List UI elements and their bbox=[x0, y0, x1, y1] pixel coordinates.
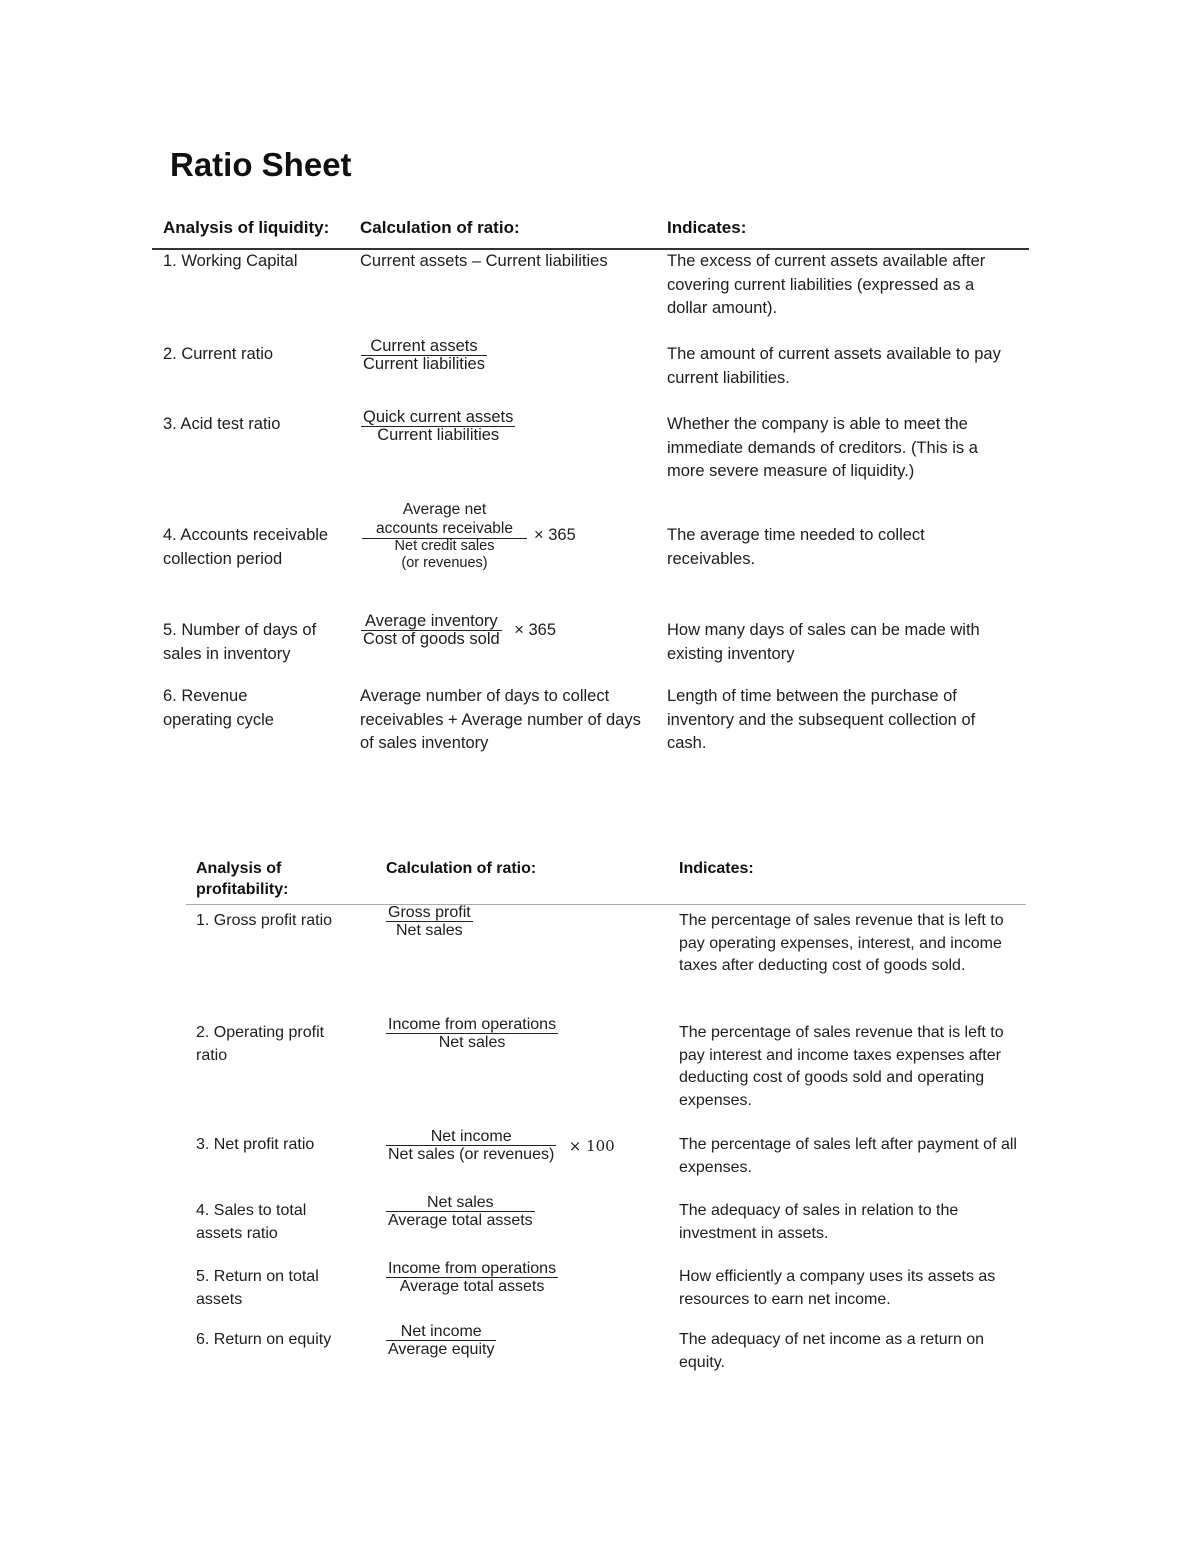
ratio-name: 4. Sales to total assets ratio bbox=[196, 1202, 307, 1242]
fraction-numerator: Net income bbox=[386, 1323, 496, 1341]
liquidity-header-analysis: Analysis of liquidity: bbox=[163, 218, 330, 237]
ratio-name: 6. Revenue operating cycle bbox=[163, 687, 274, 729]
fraction-denominator: Net sales (or revenues) bbox=[388, 1146, 555, 1163]
ratio-indicates: Whether the company is able to meet the immediate demands of creditors. (This is a more severe measure of liquidity.) bbox=[667, 415, 978, 480]
ratio-indicates: The excess of current assets available after covering current liabilities (expressed as a dollar amount). bbox=[667, 252, 986, 317]
table-row bbox=[0, 1260, 1200, 1316]
fraction-numerator-line2: accounts receivable bbox=[362, 519, 527, 539]
liquidity-header-indicates: Indicates: bbox=[667, 218, 747, 237]
ratio-multiplier: × 100 bbox=[568, 1136, 615, 1155]
ratio-indicates: The percentage of sales revenue that is left to pay interest and income taxes expenses after deducting cost of goods sold and operating expenses. bbox=[679, 1024, 1004, 1109]
ratio-calculation: Average number of days to collect receivables + Average number of days of sales inventory bbox=[360, 687, 641, 752]
ratio-name: 6. Return on equity bbox=[196, 1331, 332, 1348]
table-row bbox=[0, 1194, 1200, 1250]
fraction-numerator: Net sales bbox=[386, 1194, 535, 1212]
profitability-header-rule bbox=[186, 904, 1026, 905]
ratio-name: 1. Gross profit ratio bbox=[196, 912, 333, 929]
fraction-denominator: Current liabilities bbox=[363, 355, 485, 373]
fraction-numerator: Current assets bbox=[361, 338, 487, 356]
ratio-fraction bbox=[386, 1323, 496, 1358]
ratio-fraction bbox=[386, 1260, 558, 1295]
profitability-header-analysis: Analysis of profitability: bbox=[196, 860, 289, 898]
fraction-numerator: Net income bbox=[386, 1128, 556, 1146]
fraction-numerator: Income from operations bbox=[388, 1260, 557, 1277]
ratio-name: 2. Current ratio bbox=[163, 345, 274, 363]
ratio-calculation: Current assets – Current liabilities bbox=[360, 252, 608, 270]
fraction-denominator: Current liabilities bbox=[377, 426, 500, 444]
fraction-denominator: Average total assets bbox=[388, 1212, 533, 1229]
ratio-indicates: The adequacy of net income as a return on equity. bbox=[679, 1331, 985, 1371]
fraction-denominator: Average equity bbox=[388, 1341, 495, 1358]
page-title: Ratio Sheet bbox=[170, 146, 352, 183]
ratio-fraction bbox=[386, 904, 473, 939]
ratio-name: 2. Operating profit ratio bbox=[196, 1024, 325, 1064]
table-row bbox=[0, 904, 1200, 1005]
table-row bbox=[0, 1128, 1200, 1184]
table-row bbox=[0, 1323, 1200, 1379]
fraction-denominator-line1: Net credit sales bbox=[394, 538, 495, 554]
profitability-header-indicates: Indicates: bbox=[679, 860, 754, 877]
ratio-fraction bbox=[386, 1128, 615, 1163]
fraction-denominator: Net sales bbox=[438, 1034, 506, 1051]
ratio-indicates: The adequacy of sales in relation to the investment in assets. bbox=[679, 1202, 959, 1242]
fraction-denominator: Cost of goods sold bbox=[363, 630, 500, 648]
table-row bbox=[0, 1016, 1200, 1117]
ratio-indicates: The percentage of sales revenue that is left to pay operating expenses, interest, and income taxes after deducting cost of goods sold. bbox=[679, 912, 1004, 974]
ratio-indicates: Length of time between the purchase of inventory and the subsequent collection of cash. bbox=[667, 687, 976, 752]
fraction-numerator: Income from operations bbox=[388, 1016, 557, 1033]
ratio-indicates: How many days of sales can be made with existing inventory bbox=[667, 621, 980, 663]
ratio-name: 4. Accounts receivable collection period bbox=[163, 526, 329, 568]
fraction-numerator: Average inventory bbox=[361, 613, 502, 631]
ratio-indicates: How efficiently a company uses its assets as resources to earn net income. bbox=[679, 1268, 996, 1308]
ratio-indicates: The amount of current assets available to pay current liabilities. bbox=[667, 345, 1001, 387]
ratio-name: 5. Return on total assets bbox=[196, 1268, 319, 1308]
liquidity-header-calculation: Calculation of ratio: bbox=[360, 218, 520, 237]
fraction-denominator: Average total assets bbox=[399, 1278, 545, 1295]
fraction-numerator-line1: Average net bbox=[402, 501, 487, 518]
ratio-multiplier: × 365 bbox=[534, 526, 576, 544]
ratio-indicates: The percentage of sales left after payment of all expenses. bbox=[679, 1136, 1017, 1176]
profitability-header-calculation: Calculation of ratio: bbox=[386, 860, 537, 877]
ratio-name: 5. Number of days of sales in inventory bbox=[163, 621, 317, 663]
ratio-name: 3. Acid test ratio bbox=[163, 415, 281, 433]
fraction-denominator: Net sales bbox=[395, 922, 463, 939]
ratio-name: 3. Net profit ratio bbox=[196, 1136, 315, 1153]
fraction-numerator: Quick current assets bbox=[363, 408, 514, 426]
ratio-indicates: The average time needed to collect receivables. bbox=[667, 526, 925, 568]
fraction-denominator-line2: (or revenues) bbox=[401, 555, 488, 571]
ratio-fraction bbox=[386, 1194, 535, 1229]
ratio-fraction bbox=[386, 1016, 558, 1051]
ratio-multiplier: × 365 bbox=[514, 621, 557, 639]
ratio-name: 1. Working Capital bbox=[163, 252, 298, 270]
fraction-numerator: Gross profit bbox=[388, 904, 471, 921]
